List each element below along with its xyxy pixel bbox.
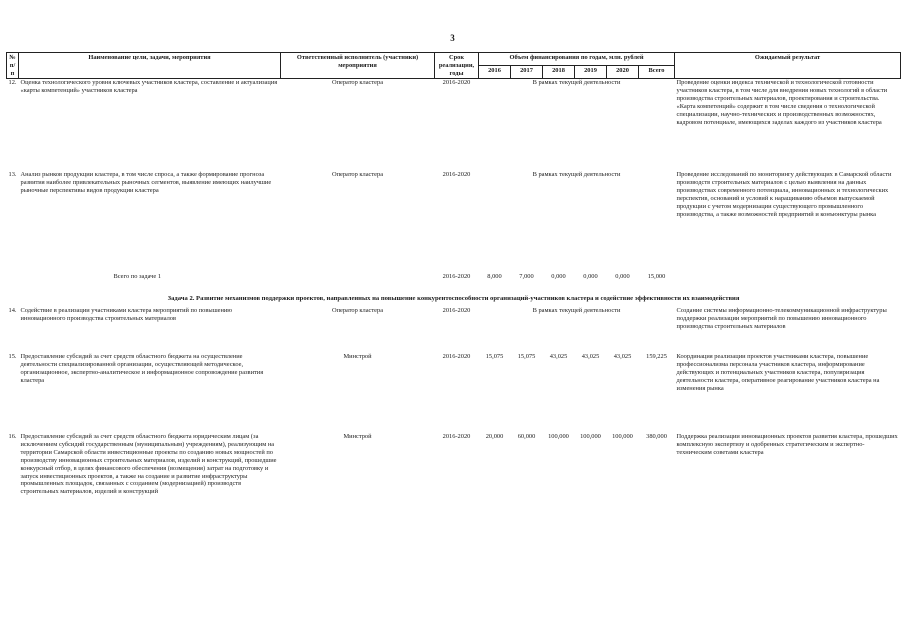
total-row	[7, 271, 901, 291]
program-table	[6, 52, 901, 496]
header-year: 2017	[511, 66, 543, 79]
row-value-2019: 43,025	[581, 353, 600, 361]
header-funding: Объем финансирования по годам, млн. рублей	[479, 53, 675, 66]
row-name: Оценка технологического уровня ключевых участников кластера, составление и актуализация «карты компетенций» участников кластера	[20, 79, 278, 95]
row-responsible: Минстрой	[343, 353, 372, 361]
row-number: 12.	[8, 79, 17, 87]
row-result: Проведение оценки индекса технической и технологической готовности участников кластера, в том числе для внедрения новых технологий в области производства строительных материалов, проектирования и строительства. «Карта компетенций» содержит в том числе сведения о технологической специализации, научно-технических и производственных возможностях, кадровом потенциале, имеющихся заделах каждого из участников кластера	[676, 79, 888, 126]
header-year: 2020	[607, 66, 639, 79]
task-heading: Задача 2. Развитие механизмов поддержки проектов, направленных на повышение конкурентоспособности организаций-участников кластера и содействие эффективности их взаимодействия	[167, 295, 740, 303]
task-heading-row	[7, 291, 901, 307]
header-year: 2018	[543, 66, 575, 79]
row-name: Предоставление субсидий за счет средств областного бюджета на осуществление деятельности специализированной организации, осуществляющей методическое, организационное, экспертно-аналитическое и информационное сопровождение развития кластера	[20, 353, 264, 384]
row-value-2020: 43,025	[613, 353, 632, 361]
total-label: Всего по задаче 1	[113, 273, 162, 281]
total-value-all: 15,000	[647, 273, 666, 281]
row-period: 2016-2020	[442, 433, 471, 441]
table-row	[7, 79, 901, 171]
header-num: № п/п	[7, 53, 19, 79]
total-value-2019: 0,000	[583, 273, 598, 281]
row-number: 16.	[8, 433, 17, 441]
row-value-2018: 100,000	[548, 433, 569, 441]
row-value-2016: 20,000	[485, 433, 504, 441]
header-responsible: Ответственный исполнитель (участники) мероприятия	[281, 53, 435, 79]
row-funding-note: В рамках текущей деятельности	[532, 307, 621, 315]
header-name: Наименование цели, задачи, мероприятия	[19, 53, 281, 79]
header-year: 2016	[479, 66, 511, 79]
row-result: Поддержка реализации инновационных проектов развития кластера, прошедших комплексную экспертизу и одобренных стратегическим и экспертно-техническим советами кластера	[676, 433, 898, 457]
total-value-2016: 8,000	[487, 273, 502, 281]
page-number: 3	[450, 33, 455, 43]
row-period: 2016-2020	[442, 307, 471, 315]
row-responsible: Минстрой	[343, 433, 372, 441]
table-row	[7, 171, 901, 271]
total-value-2018: 0,000	[551, 273, 566, 281]
row-name: Содействие в реализации участниками кластера мероприятий по повышению инновационного производства строительных материалов	[20, 307, 233, 323]
header-period: Срок реализации, годы	[435, 53, 479, 79]
table-row	[7, 353, 901, 433]
total-value-2020: 0,000	[615, 273, 630, 281]
row-period: 2016-2020	[442, 79, 471, 87]
row-number: 15.	[8, 353, 17, 361]
row-number: 13.	[8, 171, 17, 179]
row-value-2018: 43,025	[549, 353, 568, 361]
table-row	[7, 433, 901, 496]
row-result: Проведение исследований по мониторингу действующих в Самарской области производств строительных материалов с целью выявления на данных производствах современного потенциала, инновационных и технологических перспектив, оснований и условий к наращиванию объемов выпускаемой продукции с учетом модернизации существующего промышленного производства, а также возможностей предприятий и конъюнктуры рынка	[676, 171, 892, 218]
row-value-2020: 100,000	[612, 433, 633, 441]
row-funding-note: В рамках текущей деятельности	[532, 171, 621, 179]
row-responsible: Оператор кластера	[331, 307, 384, 315]
header-row	[7, 53, 901, 66]
row-value-2017: 15,075	[517, 353, 536, 361]
row-result: Создание системы информационно-телекоммуникационной инфраструктуры поддержки реализации мероприятий по повышению инновационного производства строительных материалов	[676, 307, 887, 331]
row-value-2016: 15,075	[485, 353, 504, 361]
row-period: 2016-2020	[442, 171, 471, 179]
row-value-total: 159,225	[646, 353, 667, 361]
row-name: Анализ рынков продукции кластера, в том числе спроса, а также формирование прогноза развития наиболее привлекательных рыночных сегментов, выявление имеющих наилучшие рыночные перспективы видов продукции кластера	[20, 171, 272, 195]
total-period: 2016-2020	[442, 273, 471, 281]
row-responsible: Оператор кластера	[331, 171, 384, 179]
header-result: Ожидаемый результат	[675, 53, 901, 79]
total-value-2017: 7,000	[519, 273, 534, 281]
row-funding-note: В рамках текущей деятельности	[532, 79, 621, 87]
row-number: 14.	[8, 307, 17, 315]
row-value-2017: 60,000	[517, 433, 536, 441]
row-value-2019: 100,000	[580, 433, 601, 441]
row-responsible: Оператор кластера	[331, 79, 384, 87]
table-row	[7, 307, 901, 353]
row-period: 2016-2020	[442, 353, 471, 361]
row-value-total: 380,000	[646, 433, 667, 441]
row-name: Предоставление субсидий за счет средств областного бюджета юридическим лицам (за исключением субсидий государственным (муниципальным) учреждениям), реализующим на территории Самарской области инвестиционные проекты по созданию новых мощностей по производству инновационных строительных материалов, изделий и конструкций, прошедшие конкурсный отбор, в целях финансового обеспечения (возмещения) затрат на подготовку и запуск инвестиционных проектов, а также на создание и развитие инфраструктуры промышленных площадок, связанных с созданием (модернизацией) производств строительных материалов, изделий и конструкций	[20, 433, 277, 496]
header-total: Всего	[639, 66, 675, 79]
header-year: 2019	[575, 66, 607, 79]
row-result: Координация реализации проектов участниками кластера, повышение профессионализма персонала участников кластера, информирование действующих и потенциальных участников кластера, популяризация деятельности кластера, оперативное реагирование участников кластера на изменения рынка	[676, 353, 880, 392]
